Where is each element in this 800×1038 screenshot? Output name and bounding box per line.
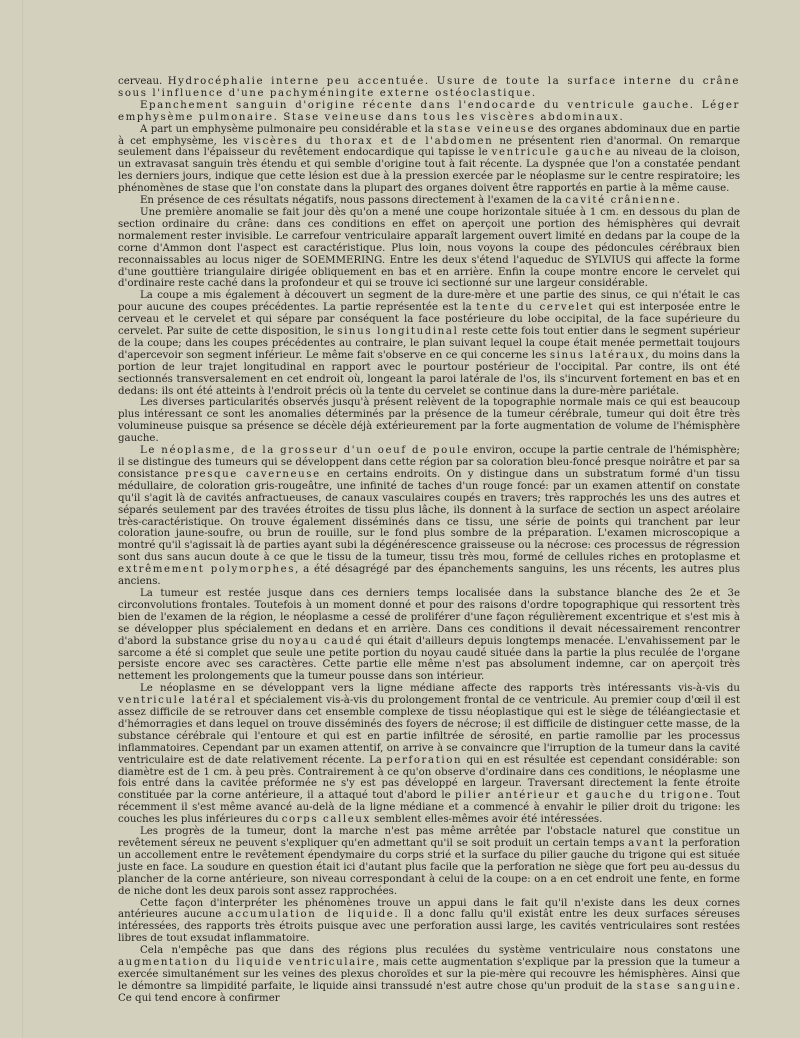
spaced-text: Le néoplasme, de la grosseur d'un oeuf de poule	[140, 445, 470, 457]
text-run: La tumeur est restée jusque dans ces derniers temps localisée dans la substance blanche des 2e et 3e circonvolutions frontales. Toutefois à un moment donné et pour des raisons d'ordre topographique qui ressortent très bien de l'examen de la région, le néoplasme a cessé de proliférer d'une façon régulièrement excentrique et s'est mis à se développer plus spécialement en dedans et en arrière. Dans ces conditions il devait nécessairement rencontrer d'abord la substance grise du	[118, 587, 740, 647]
body-text	[118, 76, 740, 1005]
text-run: semblent elles-mêmes avoir été intéressées.	[370, 814, 603, 826]
spaced-text: augmentation du liquide ventriculaire	[118, 957, 376, 969]
paragraph	[118, 76, 740, 100]
text-run: qui était d'ailleurs depuis longtemps menacée. L'envahissement par le sarcome a été si complet que seule une petite portion du noyau caudé située dans la partie la plus reculée de l'organe persiste encore avec ses caractères. Cette partie elle même n'est pas absolument indemne, car on aperçoit très nettement les prolongements que la tumeur pousse dans son intérieur.	[118, 635, 740, 683]
text-run: En présence de ces résultats négatifs, nous passons directement à l'examen de la	[140, 195, 566, 207]
spaced-text: sinus latéraux	[549, 349, 646, 361]
spaced-text: tente du cervelet	[476, 302, 595, 314]
text-run: environ, occupe la partie centrale de l'hémisphère; il se distingue des tumeurs qui se développent dans cette région par sa coloration bleu-foncé presque noirâtre et par sa consistance	[118, 445, 740, 480]
text-run: ne présentent rien d'anormal. On remarque seulement dans l'épaisseur du revêtement endocardique qui tapisse le	[118, 135, 740, 159]
text-run: cerveau.	[118, 76, 168, 87]
text-run: . Ce qui tend encore à confirmer	[118, 980, 740, 1004]
spaced-text: extrêmement polymorphes	[118, 564, 296, 576]
spaced-text: noyau caudé	[279, 635, 363, 647]
paragraph	[118, 207, 740, 290]
spaced-text: presque caverneuse	[184, 468, 321, 480]
text-run: . Tout récemment il s'est même avancé au-delà de la ligne médiane et a commencé à envahir le pilier droit du trigone: les couches les plus inférieures du	[118, 790, 740, 826]
spaced-text: sinus longitudinal	[337, 326, 459, 338]
text-run: en certains endroits. On y distingue dans un substratum formé d'un tissu médullaire, de coloration gris-rougeâtre, une infinité de taches d'un rouge foncé: par un examen attentif on constate qu'il s'agit là de cavités anfractueuses, de canaux vasculaires coupés en travers; très rapprochés les uns des autres et séparés seulement par des travées étroites de tissu plus lâche, ils donnent à la surface de section un aspect aréolaire très-caractéristique. On trouve également disséminés dans ce tissu, une série de points qui tranchent par leur coloration jaune-soufre, ou brun de rouille, sur le fond plus sombre de la préparation. L'examen microscopique a montré qu'il s'agissait là de parties ayant subi la dégénérescence graisseuse ou la nécrose: ces processus de régression sont dus sans aucun doute à ce que le tissu de la tumeur, tissu très mou, formé de cellules riches en protoplasme et	[118, 468, 740, 564]
paragraph	[118, 397, 740, 445]
text-run: qui est interposée entre le cerveau et le cervelet et qui sépare par conséquent la face postérieure du lobe occipital, de la face supérieure du cervelet. Par suite de cette disposition, le	[118, 302, 740, 338]
text-run: Cela n'empêche pas que dans des régions plus reculées du système ventriculaire nous constatons une	[140, 945, 740, 957]
text-run: La coupe a mis également à découvert un segment de la dure-mère et une partie des sinus, ce qui n'était le cas pour aucune des coupes précédentes. La partie représentée est la	[118, 290, 740, 314]
text-run: , mais cette augmentation s'explique par la pression que la tumeur a exercée simultanément sur les veines des plexus choroïdes et sur la pie-mère qui recouvre les hémisphères. Ainsi que le démontre sa limpidité parfaite, le liquide ainsi transsudé n'est autre chose qu'un produit de la	[118, 957, 740, 992]
paragraph	[118, 290, 740, 397]
spaced-text: corps calleux	[281, 814, 371, 826]
spaced-text: avant	[628, 838, 665, 849]
spaced-text: pilier antérieur et gauche du trigone	[454, 790, 710, 802]
text-run: A part un emphysème pulmonaire peu considérable et la	[140, 123, 438, 135]
text-run: Les progrès de la tumeur, dont la marche n'est pas même arrêtée par l'obstacle naturel que constitue un revêtement séreux ne peuvent s'expliquer qu'en admettant qu'il se soit produit un certain temps	[118, 826, 740, 849]
spaced-text: ventricule gauche	[491, 147, 613, 159]
spaced-text: Hydrocéphalie interne peu accentuée. Usure de toute la surface interne du crâne sous l'influence d'une pachyméningite externe ostéoclastique.	[118, 76, 740, 99]
text-run: Cette façon d'interpréter les phénomènes trouve un appui dans le fait qu'il n'existe dans les deux cornes antérieures aucune	[118, 897, 740, 921]
spaced-text: accumulation de liquide	[227, 909, 395, 921]
paragraph	[118, 683, 740, 826]
spaced-text: Epanchement sanguin d'origine récente dans l'endocarde du ventricule gauche. Léger emphysème pulmonaire. Stase veineuse dans tous les viscères abdominaux.	[118, 99, 740, 123]
text-run: , du moins dans la portion de leur trajet longitudinal en rapport avec le pourtour postérieur de l'occipital. Par contre, ils ont été sectionnés transversalement en cet endroit où, longeant la paroi latérale de l'os, ils s'incurvent fortement en bas et en dedans: ils ont été atteints à l'endroit précis où la tente du cervelet se continue dans la dure-mère pariétale.	[118, 349, 740, 397]
text-run: reste cette fois tout entier dans le segment supérieur de la coupe; dans les coupes précédentes au contraire, le plan suivant lequel la coupe était menée permettait toujours d'apercevoir son segment inférieur. Le même fait s'observe en ce qui concerne les	[118, 326, 740, 361]
text-run: des organes abdominaux due en partie à cet emphysème, les	[118, 123, 740, 147]
spaced-text: ventricule latéral	[118, 695, 237, 707]
spaced-text: stase sanguine	[636, 980, 737, 992]
paragraph	[118, 945, 740, 1005]
spaced-text: viscères du thorax et de l'abdomen	[243, 135, 494, 147]
paragraph	[118, 445, 740, 588]
text-run: . Il a donc fallu qu'il existât entre les deux surfaces séreuses intéressées, des rapports très étroits puisque avec une perforation aussi large, les cavités ventriculaires sont restées libres de tout exsudat inflammatoire.	[118, 909, 740, 945]
paragraph	[118, 100, 740, 124]
text-run: Les diverses particularités observés jusqu'à présent relèvent de la topographie normale mais ce qui est beaucoup plus intéressant ce sont les anomalies déterminés par la présence de la tumeur cérébrale, tumeur qui doit être très volumineuse puisque sa présence se décèle déjà extérieurement par la forte augmentation de volume de l'hémisphère gauche.	[118, 397, 740, 445]
text-run: Le néoplasme en se développant vers la ligne médiane affecte des rapports très intéressants vis-à-vis du	[140, 683, 740, 695]
spaced-text: cavité crânienne.	[565, 195, 682, 207]
paragraph	[118, 588, 740, 683]
text-run: au niveau de la cloison, un extravasat sanguin très étendu et qui semble d'origine tout à fait récente. La dyspnée que l'on a constatée pendant les derniers jours, indique que cette lésion est due à la pression exercée par le néoplasme sur le centre respiratoire; les phénomènes de stase que l'on constate dans la plupart des organes doivent être rapportés en partie à la même cause.	[118, 147, 740, 195]
text-run: et spécialement vis-à-vis du prolongement frontal de ce ventricule. Au premier coup d'œil il est assez difficile de se retrouver dans cet ensemble complexe de tissu néoplastique qui est le siège de téléangiectasie et d'hémorragies et dans lequel on trouve disséminés des foyers de nécrose; il est difficile de distinguer cette masse, de la substance cérébrale qui l'entoure et qui est en partie infiltrée de sérosité, en partie ramollie par les processus inflammatoires. Cependant par un examen attentif, on arrive à se convaincre que l'irruption de la tumeur dans la cavité ventriculaire est de date relativement récente. La	[118, 695, 740, 766]
spaced-text: stase veineuse	[437, 123, 536, 135]
text-run: la perforation un accollement entre le revêtement épendymaire du corps strié et la surface du pilier gauche du trigone qui est située juste en face. La soudure en question était ici d'autant plus facile que la perforation ne siège que fort peu au-dessus du plancher de la corne antérieure, son niveau correspondant à celui de la coupe: on a en cet endroit une fente, en forme de niche dont les deux parois sont assez rapprochées.	[118, 838, 740, 897]
text-run: qui en est résultée est cependant considérable: son diamètre est de 1 cm. à peu près. Contrairement à ce qu'on observe d'ordinaire dans ces conditions, le néoplasme une fois entré dans la cavitée préformée ne s'y est pas développé en largeur. Traversant directement la fente étroite constituée par la corne antérieure, il a attaqué tout d'abord le	[118, 754, 741, 802]
paragraph	[118, 898, 740, 946]
paragraph	[118, 124, 740, 195]
text-run: Une première anomalie se fait jour dès qu'on a mené une coupe horizontale située à 1 cm. en dessous du plan de section ordinaire du crâne: dans ces conditions en effet on aperçoit une portion des hémisphères qui devrait normalement rester invisible. Le carrefour ventriculaire apparaît largement ouvert limité en dedans par la coupe de la corne d'Ammon dont l'aspect est caractéristique. Plus loin, nous voyons la coupe des pédoncules cérébraux bien reconnaissables au locus niger de SOEMMERING. Entre les deux s'étend l'aqueduc de SYLVIUS qui affecte la forme d'une gouttière triangulaire dirigée obliquement en bas et en arrière. Enfin la coupe montre encore le cervelet qui d'ordinaire reste caché dans la profondeur et qui se trouve ici sectionné sur une largeur considérable.	[118, 206, 740, 290]
paragraph	[118, 826, 740, 897]
paragraph	[118, 195, 740, 207]
page-fold-shadow	[22, 0, 24, 1038]
text-run: , a été désagrégé par des épanchements sanguins, les uns récents, les autres plus anciens.	[118, 564, 740, 588]
spaced-text: perforation	[386, 754, 463, 766]
